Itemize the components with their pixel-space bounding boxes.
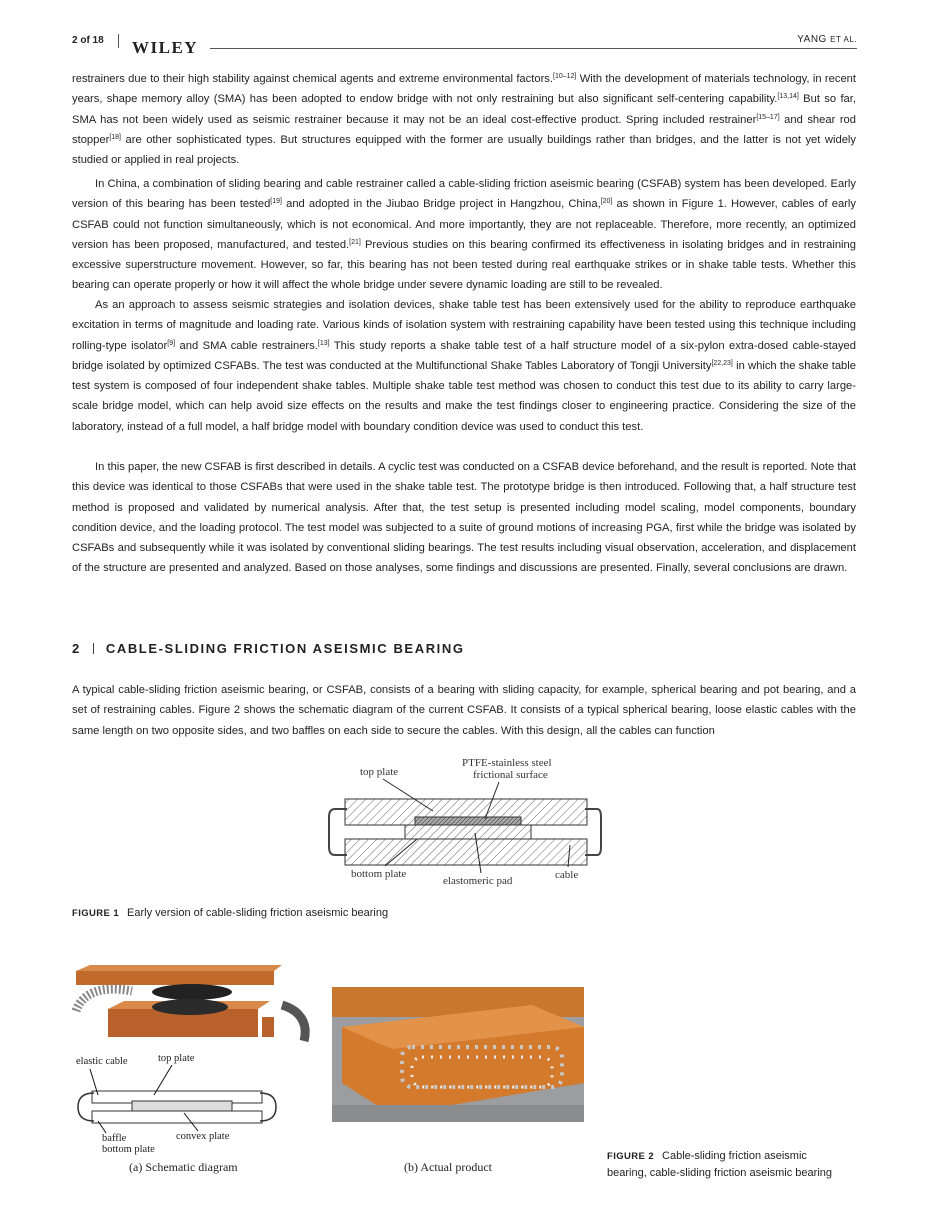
fig2-convex-plate-label: convex plate xyxy=(176,1131,230,1142)
figure-1-diagram xyxy=(325,755,605,890)
page-number: 2 of 18 xyxy=(72,35,104,46)
header-rule xyxy=(210,48,857,49)
header-divider xyxy=(118,34,119,48)
fig2-elastic-cable-label: elastic cable xyxy=(76,1056,128,1067)
running-authors: YANG ET AL. xyxy=(797,34,857,45)
fig1-cable-label: cable xyxy=(555,869,579,881)
figure-2-caption: FIGURE 2 Cable-sliding friction aseismic bearing, cable-sliding friction aseismic bearing xyxy=(607,1150,833,1179)
figure-2b-photo xyxy=(332,987,584,1122)
fig2-bottom-plate-label-2: bottom plate xyxy=(102,1144,155,1155)
paragraph-3: As an approach to assess seismic strategies and isolation devices, shake table test has been extensively used for the ability to reproduce earthquake excitation in terms of magnitude and loading rate. Various kinds of isolation system with restraining capability have been tested using this technique including rolling-type isolator[9] and SMA cable restrainers.[13] This study reports a shake table test of a half structure model of a six-pylon extra-dosed cable-stayed bridge isolated by optimized CSFABs. The test was conducted at the Multifunctional Shake Tables Laboratory of Tongji University[22,23] in which the shake table test system is composed of four independent shake tables. Multiple shake table test method was chosen to conduct this test due to its ability to carry large-scale bridge model, which can help avoid size effects on the results and make the test findings closer to engineering practice. Considering the size of the laboratory, instead of a full model, a half bridge model with boundary condition device was used to conduct this test. xyxy=(72,299,856,433)
fig1-top-plate-label: top plate xyxy=(360,766,399,778)
paragraph-2: In China, a combination of sliding bearing and cable restrainer called a cable-sliding friction aseismic bearing (CSFAB) system has been developed. Early version of this bearing has been tested[19] and adopted in the Jiubao Bridge project in Hangzhou, China,[20] as shown in Figure 1. However, cables of early CSFAB could not function simultaneously, which is not economical. And more importantly, they are not replaceable. Therefore, more recently, an optimized version has been proposed, manufactured, and tested.[21] Previous studies on this bearing confirmed its effectiveness in isolating bridges and in restraining excessive superstructure movement. However, so far, this bearing has not been tested during real earthquake strikes or in shake table tests. Whether this bearing can operate properly or how it will affect the whole bridge under severe dynamic loading are still to be revealed. xyxy=(72,178,856,292)
figure-2a-subcaption: (a) Schematic diagram xyxy=(129,1160,238,1174)
fig1-ptfe-label-2: frictional surface xyxy=(473,769,548,781)
figure-1-caption: FIGURE 1 Early version of cable-sliding friction aseismic bearing xyxy=(72,907,389,919)
fig1-bottom-plate-label: bottom plate xyxy=(351,868,407,880)
publisher-logo: WILEY xyxy=(132,38,199,57)
figure-2a-schematic xyxy=(72,965,317,1145)
paragraph-1: restrainers due to their high stability against chemical agents and extreme environmental factors.[10–12] With the development of materials technology, in recent years, shape memory alloy (SMA) has been adopted to endow bridge with not only restraining but also significant self-centering capability.[13,14] But so far, SMA has not been widely used as seismic restrainer because it may not be an ideal cost-effective product. Spring included restrainer[15–17] and shear rod stopper[18] are other sophisticated types. But structures equipped with the former are usually buildings rather than bridges, and the latter is not yet widely studied or applied in real projects. xyxy=(72,73,857,167)
section-heading: 2 CABLE-SLIDING FRICTION ASEISMIC BEARING xyxy=(72,641,465,656)
fig1-ptfe-label-1: PTFE-stainless steel xyxy=(462,757,552,769)
page-header xyxy=(72,30,857,57)
paragraph-5: A typical cable-sliding friction aseismic bearing, or CSFAB, consists of a bearing with sliding capacity, for example, spherical bearing and pot bearing, and a set of restraining cables. Figure 2 shows the schematic diagram of the current CSFAB. It consists of a typical spherical bearing, loose elastic cables with the same length on two opposite sides, and two baffles on each side to secure the cables. With this design, all the cables can function xyxy=(72,684,856,737)
fig2-top-plate-label: top plate xyxy=(158,1053,195,1064)
paragraph-4: In this paper, the new CSFAB is first described in details. A cyclic test was conducted on a CSFAB device beforehand, and the result is reported. Note that this device was identical to those CSFABs that were used in the shake table test. The prototype bridge is then introduced. Following that, a half structure test method is proposed and validated by numerical analysis. After that, the test setup is presented including model scaling, model components, boundary condition device, and the loading protocol. The test model was subjected to a suite of ground motions of increasing PGA, first while the bridge was isolated by CSFABs and subsequently while it was isolated by conventional sliding bearings. The test results including visual observation, acceleration, and displacement of the structure are presented and analyzed. Based on those analyses, some findings and discussions are presented. Finally, several conclusions are drawn. xyxy=(72,461,856,575)
fig1-elastomeric-pad-label: elastomeric pad xyxy=(443,875,513,887)
figure-2b-subcaption: (b) Actual product xyxy=(404,1160,492,1174)
fig2-baffle-label: baffle xyxy=(102,1133,127,1144)
